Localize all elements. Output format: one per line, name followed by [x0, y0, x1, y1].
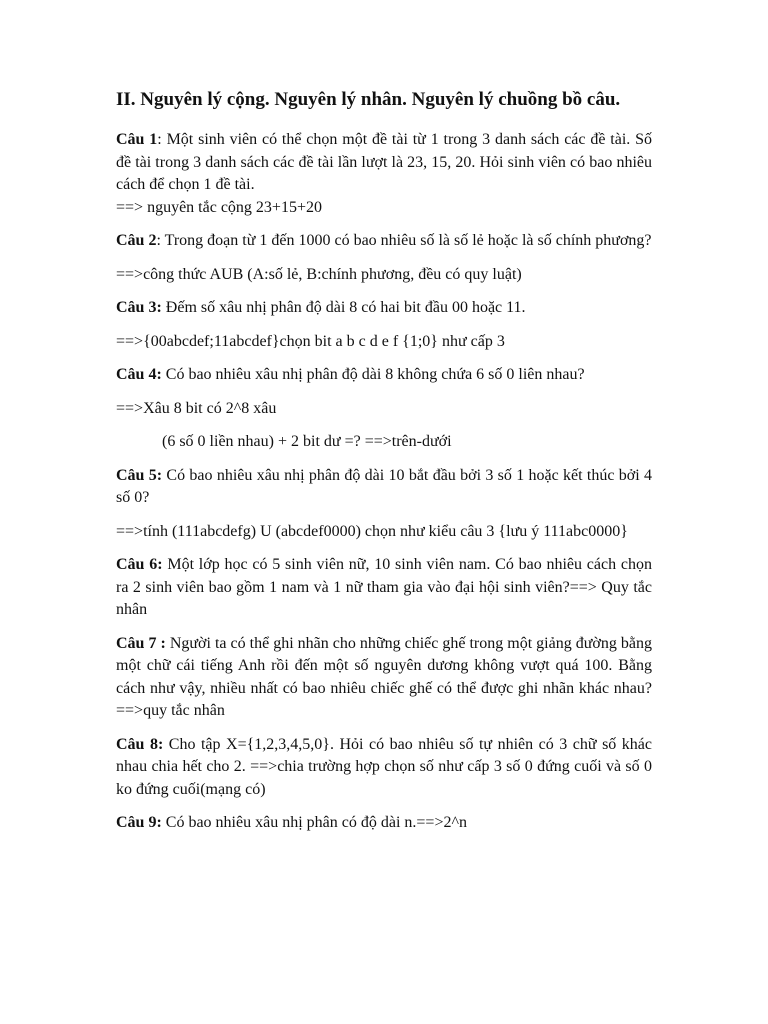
- question-5-note: ==>tính (111abcdefg) U (abcdef0000) chọn như kiểu câu 3 {lưu ý 111abc0000}: [116, 522, 628, 540]
- document-page: [116, 84, 652, 846]
- question-4-text: Có bao nhiêu xâu nhị phân độ dài 8 không chứa 6 số 0 liên nhau?: [161, 366, 585, 383]
- question-7-label: Câu 7 :: [116, 634, 166, 652]
- question-4-note: ==>Xâu 8 bit có 2^8 xâu: [116, 399, 277, 417]
- question-8-text: Cho tập X={1,2,3,4,5,0}. Hỏi có bao nhiêu số tự nhiên có 3 chữ số khác nhau chia hết cho 2. ==>chia trường hợp chọn số như cấp 3 số 0 đứng cuối và số 0 ko đứng cuối(mạng có): [116, 735, 653, 798]
- question-8: [116, 734, 652, 802]
- question-5-text: Có bao nhiêu xâu nhị phân độ dài 10 bắt đầu bởi 3 số 1 hoặc kết thúc bởi 4 số 0?: [116, 466, 653, 506]
- question-5: [116, 465, 652, 510]
- question-5-label: Câu 5:: [116, 466, 163, 484]
- question-9-text: Có bao nhiêu xâu nhị phân có độ dài n.==>2^n: [161, 814, 467, 831]
- question-7-text: Người ta có thể ghi nhãn cho những chiếc ghế trong một giảng đường bằng một chữ cái tiếng Anh rồi đến một số nguyên dương không vượt quá 100. Bằng cách như vậy, nhiều nhất có bao nhiêu chiếc ghế có thể được ghi nhãn khác nhau?==>quy tắc nhân: [116, 634, 652, 719]
- question-2: [116, 230, 652, 253]
- question-1-label: Câu 1: [116, 131, 158, 148]
- question-2-note: ==>công thức AUB (A:số lẻ, B:chính phương, đều có quy luật): [116, 265, 522, 283]
- question-9: [116, 812, 652, 835]
- question-8-label: Câu 8:: [116, 735, 164, 753]
- question-6-label: Câu 6:: [116, 556, 163, 573]
- question-3-text: Đếm số xâu nhị phân độ dài 8 có hai bit đầu 00 hoặc 11.: [161, 299, 526, 316]
- question-3: [116, 297, 652, 320]
- question-1: [116, 129, 652, 197]
- question-1-note: ==> nguyên tắc cộng 23+15+20: [116, 198, 322, 216]
- question-9-label: Câu 9:: [116, 814, 162, 831]
- question-4-label: Câu 4:: [116, 366, 162, 383]
- question-6: [116, 554, 652, 622]
- question-3-label: Câu 3:: [116, 299, 162, 316]
- section-heading: II. Nguyên lý cộng. Nguyên lý nhân. Nguyên lý chuồng bồ câu.: [116, 89, 621, 110]
- question-6-text: Một lớp học có 5 sinh viên nữ, 10 sinh viên nam. Có bao nhiêu cách chọn ra 2 sinh viên bao gồm 1 nam và 1 nữ tham gia vào đại hội sinh viên?==> Quy tắc nhân: [116, 556, 652, 618]
- question-7: [116, 633, 652, 723]
- question-4: [116, 364, 652, 387]
- question-2-text: : Trong đoạn từ 1 đến 1000 có bao nhiêu số là số lẻ hoặc là số chính phương?: [156, 232, 652, 249]
- question-3-note: ==>{00abcdef;11abcdef}chọn bit a b c d e f {1;0} như cấp 3: [116, 332, 505, 350]
- question-2-label: Câu 2: [116, 232, 157, 249]
- question-1-text: : Một sinh viên có thể chọn một đề tài từ 1 trong 3 danh sách các đề tài. Số đề tài trong 3 danh sách các đề tài lần lượt là 23, 15, 20. Hỏi sinh viên có bao nhiêu cách để chọn 1 đề tài.: [116, 131, 652, 193]
- question-4-note-continued: (6 số 0 liền nhau) + 2 bit dư =? ==>trên-dưới: [162, 433, 452, 450]
